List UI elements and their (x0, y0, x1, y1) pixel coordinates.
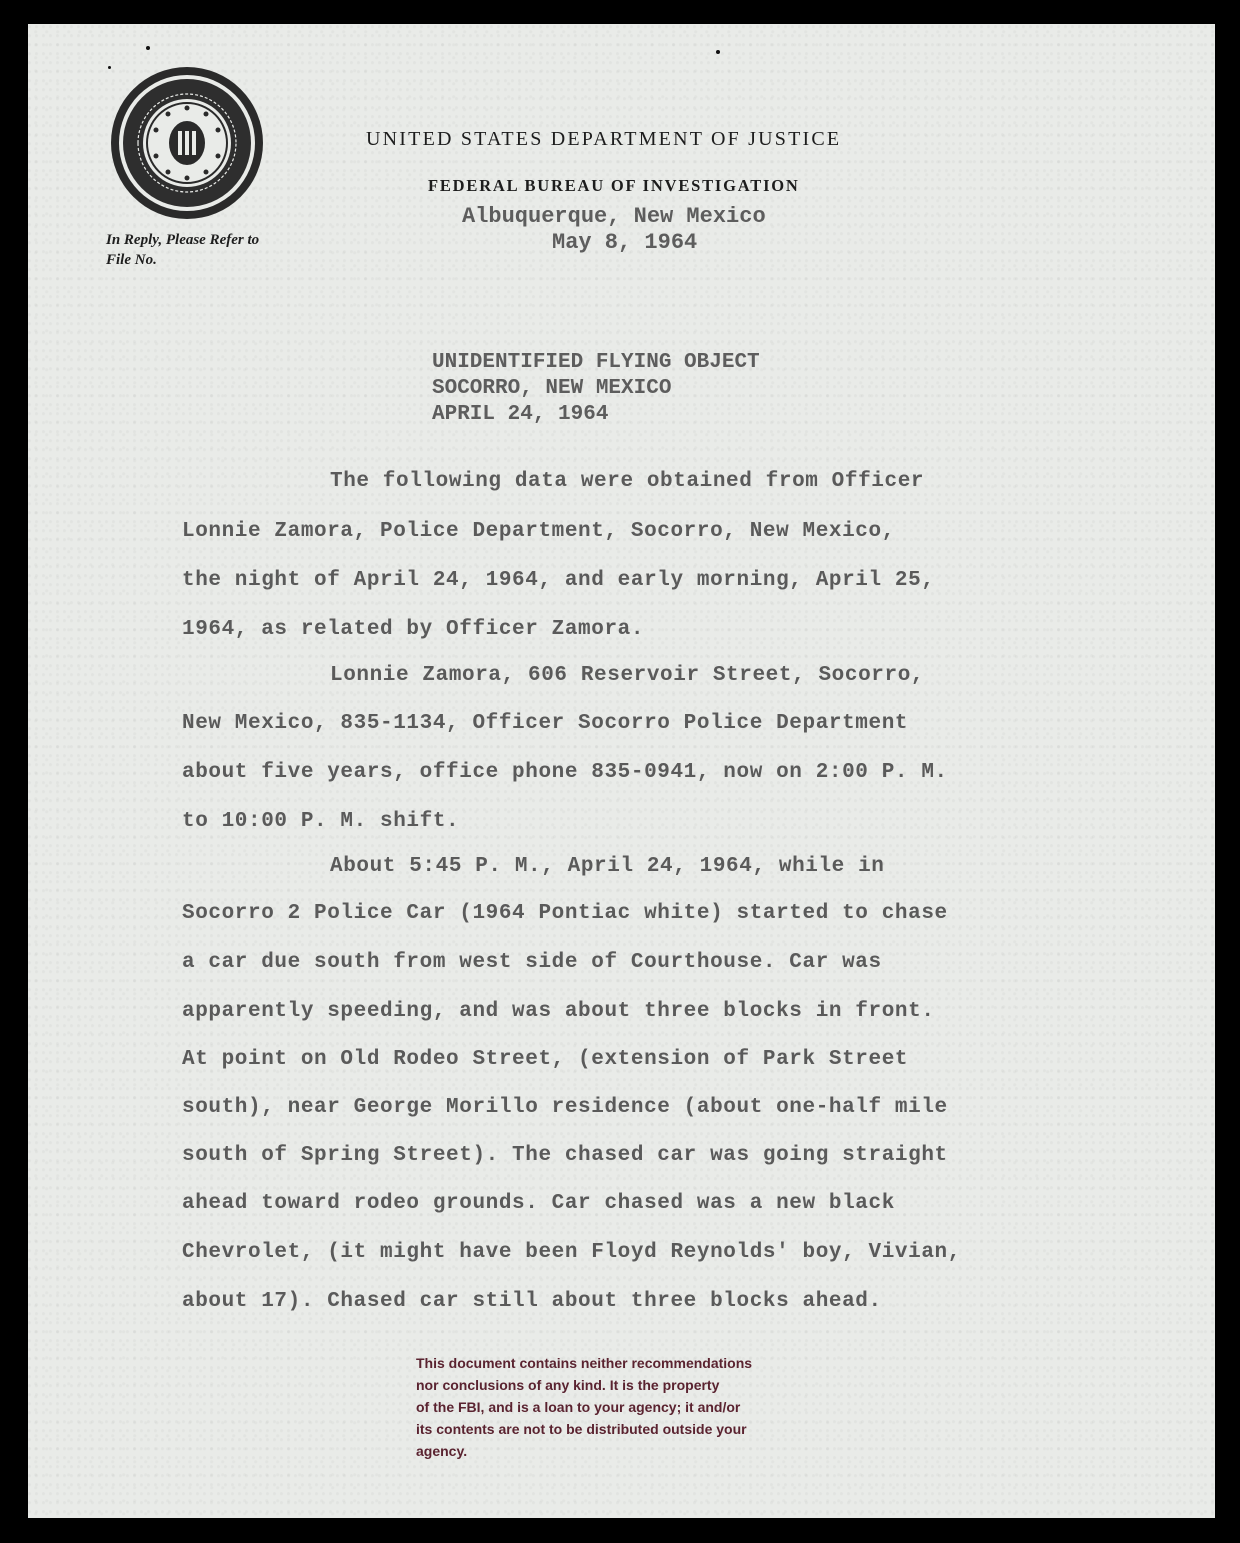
body-line: south of Spring Street). The chased car was going straight (182, 1144, 948, 1167)
body-line: 1964, as related by Officer Zamora. (182, 618, 645, 641)
bureau-heading: FEDERAL BUREAU OF INVESTIGATION (428, 176, 800, 195)
stamp-line: agency. (416, 1443, 468, 1459)
subject-title: UNIDENTIFIED FLYING OBJECT (432, 351, 760, 374)
reply-reference (106, 230, 259, 270)
subject-location: SOCORRO, NEW MEXICO (432, 377, 672, 400)
letter-date: May 8, 1964 (552, 230, 698, 255)
subject-date: APRIL 24, 1964 (432, 403, 609, 426)
stamp-line: its contents are not to be distributed outside your (416, 1421, 747, 1437)
stamp-line: of the FBI, and is a loan to your agency; it and/or (416, 1399, 741, 1415)
stamp-line: This document contains neither recommendations (416, 1355, 753, 1371)
reply-line: In Reply, Please Refer to (106, 232, 260, 248)
fbi-seal-icon (108, 64, 266, 222)
body-line: Lonnie Zamora, 606 Reservoir Street, Socorro, (330, 664, 925, 687)
body-line: about five years, office phone 835-0941, now on 2:00 P. M. (182, 761, 948, 784)
scan-speck (716, 50, 720, 54)
body-line: About 5:45 P. M., April 24, 1964, while in (330, 855, 885, 878)
origin-city: Albuquerque, New Mexico (462, 204, 766, 229)
scan-speck (146, 46, 150, 50)
body-line: Lonnie Zamora, Police Department, Socorro, New Mexico, (182, 520, 895, 543)
body-line: ahead toward rodeo grounds. Car chased was a new black (182, 1192, 895, 1215)
body-line: Chevrolet, (it might have been Floyd Reynolds' boy, Vivian, (182, 1241, 961, 1264)
fbi-disclaimer-stamp (416, 1352, 866, 1462)
body-line: The following data were obtained from Officer (330, 470, 925, 493)
file-number-label: File No. (106, 252, 157, 268)
body-line: At point on Old Rodeo Street, (extension of Park Street (182, 1048, 909, 1071)
body-line: apparently speeding, and was about three blocks in front. (182, 1000, 935, 1023)
body-line: the night of April 24, 1964, and early morning, April 25, (182, 569, 935, 592)
body-line: south), near George Morillo residence (about one-half mile (182, 1096, 948, 1119)
subject-block (432, 350, 760, 428)
body-line: New Mexico, 835-1134, Officer Socorro Police Department (182, 712, 909, 735)
body-line: Socorro 2 Police Car (1964 Pontiac white) started to chase (182, 902, 948, 925)
body-line: to 10:00 P. M. shift. (182, 810, 460, 833)
department-heading: UNITED STATES DEPARTMENT OF JUSTICE (366, 128, 842, 150)
body-line: about 17). Chased car still about three blocks ahead. (182, 1290, 882, 1313)
stamp-line: nor conclusions of any kind. It is the property (416, 1377, 720, 1393)
body-line: a car due south from west side of Courthouse. Car was (182, 951, 882, 974)
